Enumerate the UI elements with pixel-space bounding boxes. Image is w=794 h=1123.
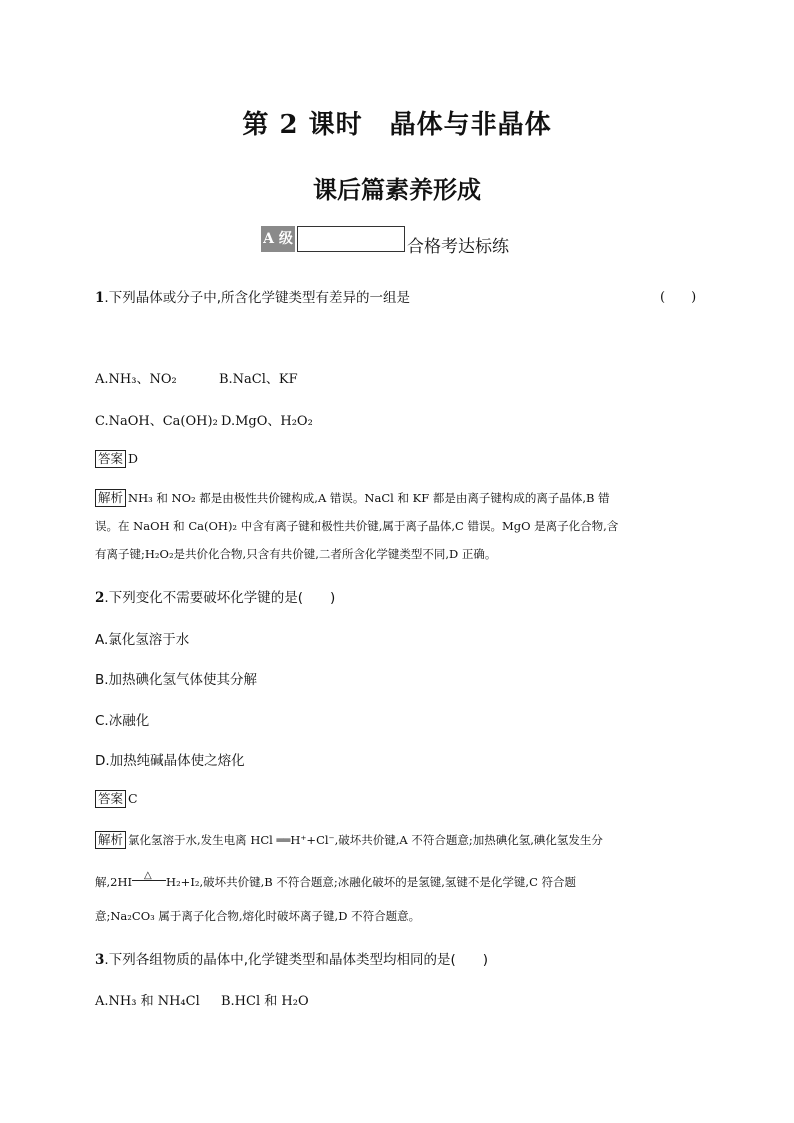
q3-option-a: A.NH₃ 和 NH₄Cl (95, 994, 200, 1009)
answer-tag: 答案 (95, 450, 126, 468)
q2-option-c: C.冰融化 (95, 713, 150, 729)
question-1-stem: 1.下列晶体或分子中,所含化学键类型有差异的一组是 (95, 290, 410, 306)
heat-triangle-icon: △ (144, 870, 152, 881)
q2-analysis-line-2: 解,2HI △ H₂+I₂,破坏共价键,B 不符合题意;冰融化破坏的是氢键,氢键不是化学键,C 符合题 (95, 870, 576, 894)
q1-option-a: A.NH₃、NO₂ (95, 372, 177, 387)
level-blank-box (297, 226, 405, 252)
q2-answer-line (95, 790, 138, 808)
q3-option-b: B.HCl 和 H₂O (221, 994, 309, 1009)
page-title: 第 2 课时 晶体与非晶体 (242, 110, 552, 140)
q2-option-b: B.加热碘化氢气体使其分解 (95, 672, 258, 688)
q2-analysis-line-3: 意;Na₂CO₃ 属于离子化合物,熔化时破坏离子键,D 不符合题意。 (95, 909, 421, 923)
q1-answer: D (128, 451, 139, 466)
q2-answer: C (128, 791, 138, 806)
section-subtitle: 课后篇素养形成 (313, 176, 481, 204)
question-3-stem: 3.下列各组物质的晶体中,化学键类型和晶体类型均相同的是( ) (95, 952, 489, 968)
q1-analysis-line-3: 有离子键;H₂O₂是共价化合物,只含有共价键,二者所含化学键类型不同,D 正确。 (95, 547, 497, 561)
q1-analysis-line-1: 解析 NH₃ 和 NO₂ 都是由极性共价键构成,A 错误。NaCl 和 KF 都是由离子键构成的离子晶体,B 错 (95, 486, 610, 510)
analysis-tag: 解析 (95, 831, 126, 849)
answer-tag: 答案 (95, 790, 126, 808)
q1-analysis-line-2: 误。在 NaOH 和 Ca(OH)₂ 中含有离子键和极性共价键,属于离子晶体,C 错误。MgO 是离子化合物,含 (95, 519, 619, 533)
q1-option-d: D.MgO、H₂O₂ (221, 414, 313, 429)
q2-analysis-line-1: 解析 氯化氢溶于水,发生电离 HCl ══H⁺+Cl⁻,破坏共价键,A 不符合题意;加热碘化氢,碘化氢发生分 (95, 828, 603, 852)
level-title: 合格考达标练 (407, 237, 509, 257)
level-badge: A 级 (261, 226, 295, 252)
question-1-paren: ( ) (660, 290, 697, 305)
question-2-stem: 2.下列变化不需要破坏化学键的是( ) (95, 590, 336, 606)
analysis-tag: 解析 (95, 489, 126, 507)
q1-answer-line (95, 450, 138, 468)
heating-condition-arrow (132, 870, 166, 886)
q2-option-d: D.加热纯碱晶体使之熔化 (95, 753, 245, 769)
q2-option-a: A.氯化氢溶于水 (95, 632, 190, 648)
q1-option-b: B.NaCl、KF (219, 372, 298, 387)
q1-option-c: C.NaOH、Ca(OH)₂ (95, 414, 218, 429)
